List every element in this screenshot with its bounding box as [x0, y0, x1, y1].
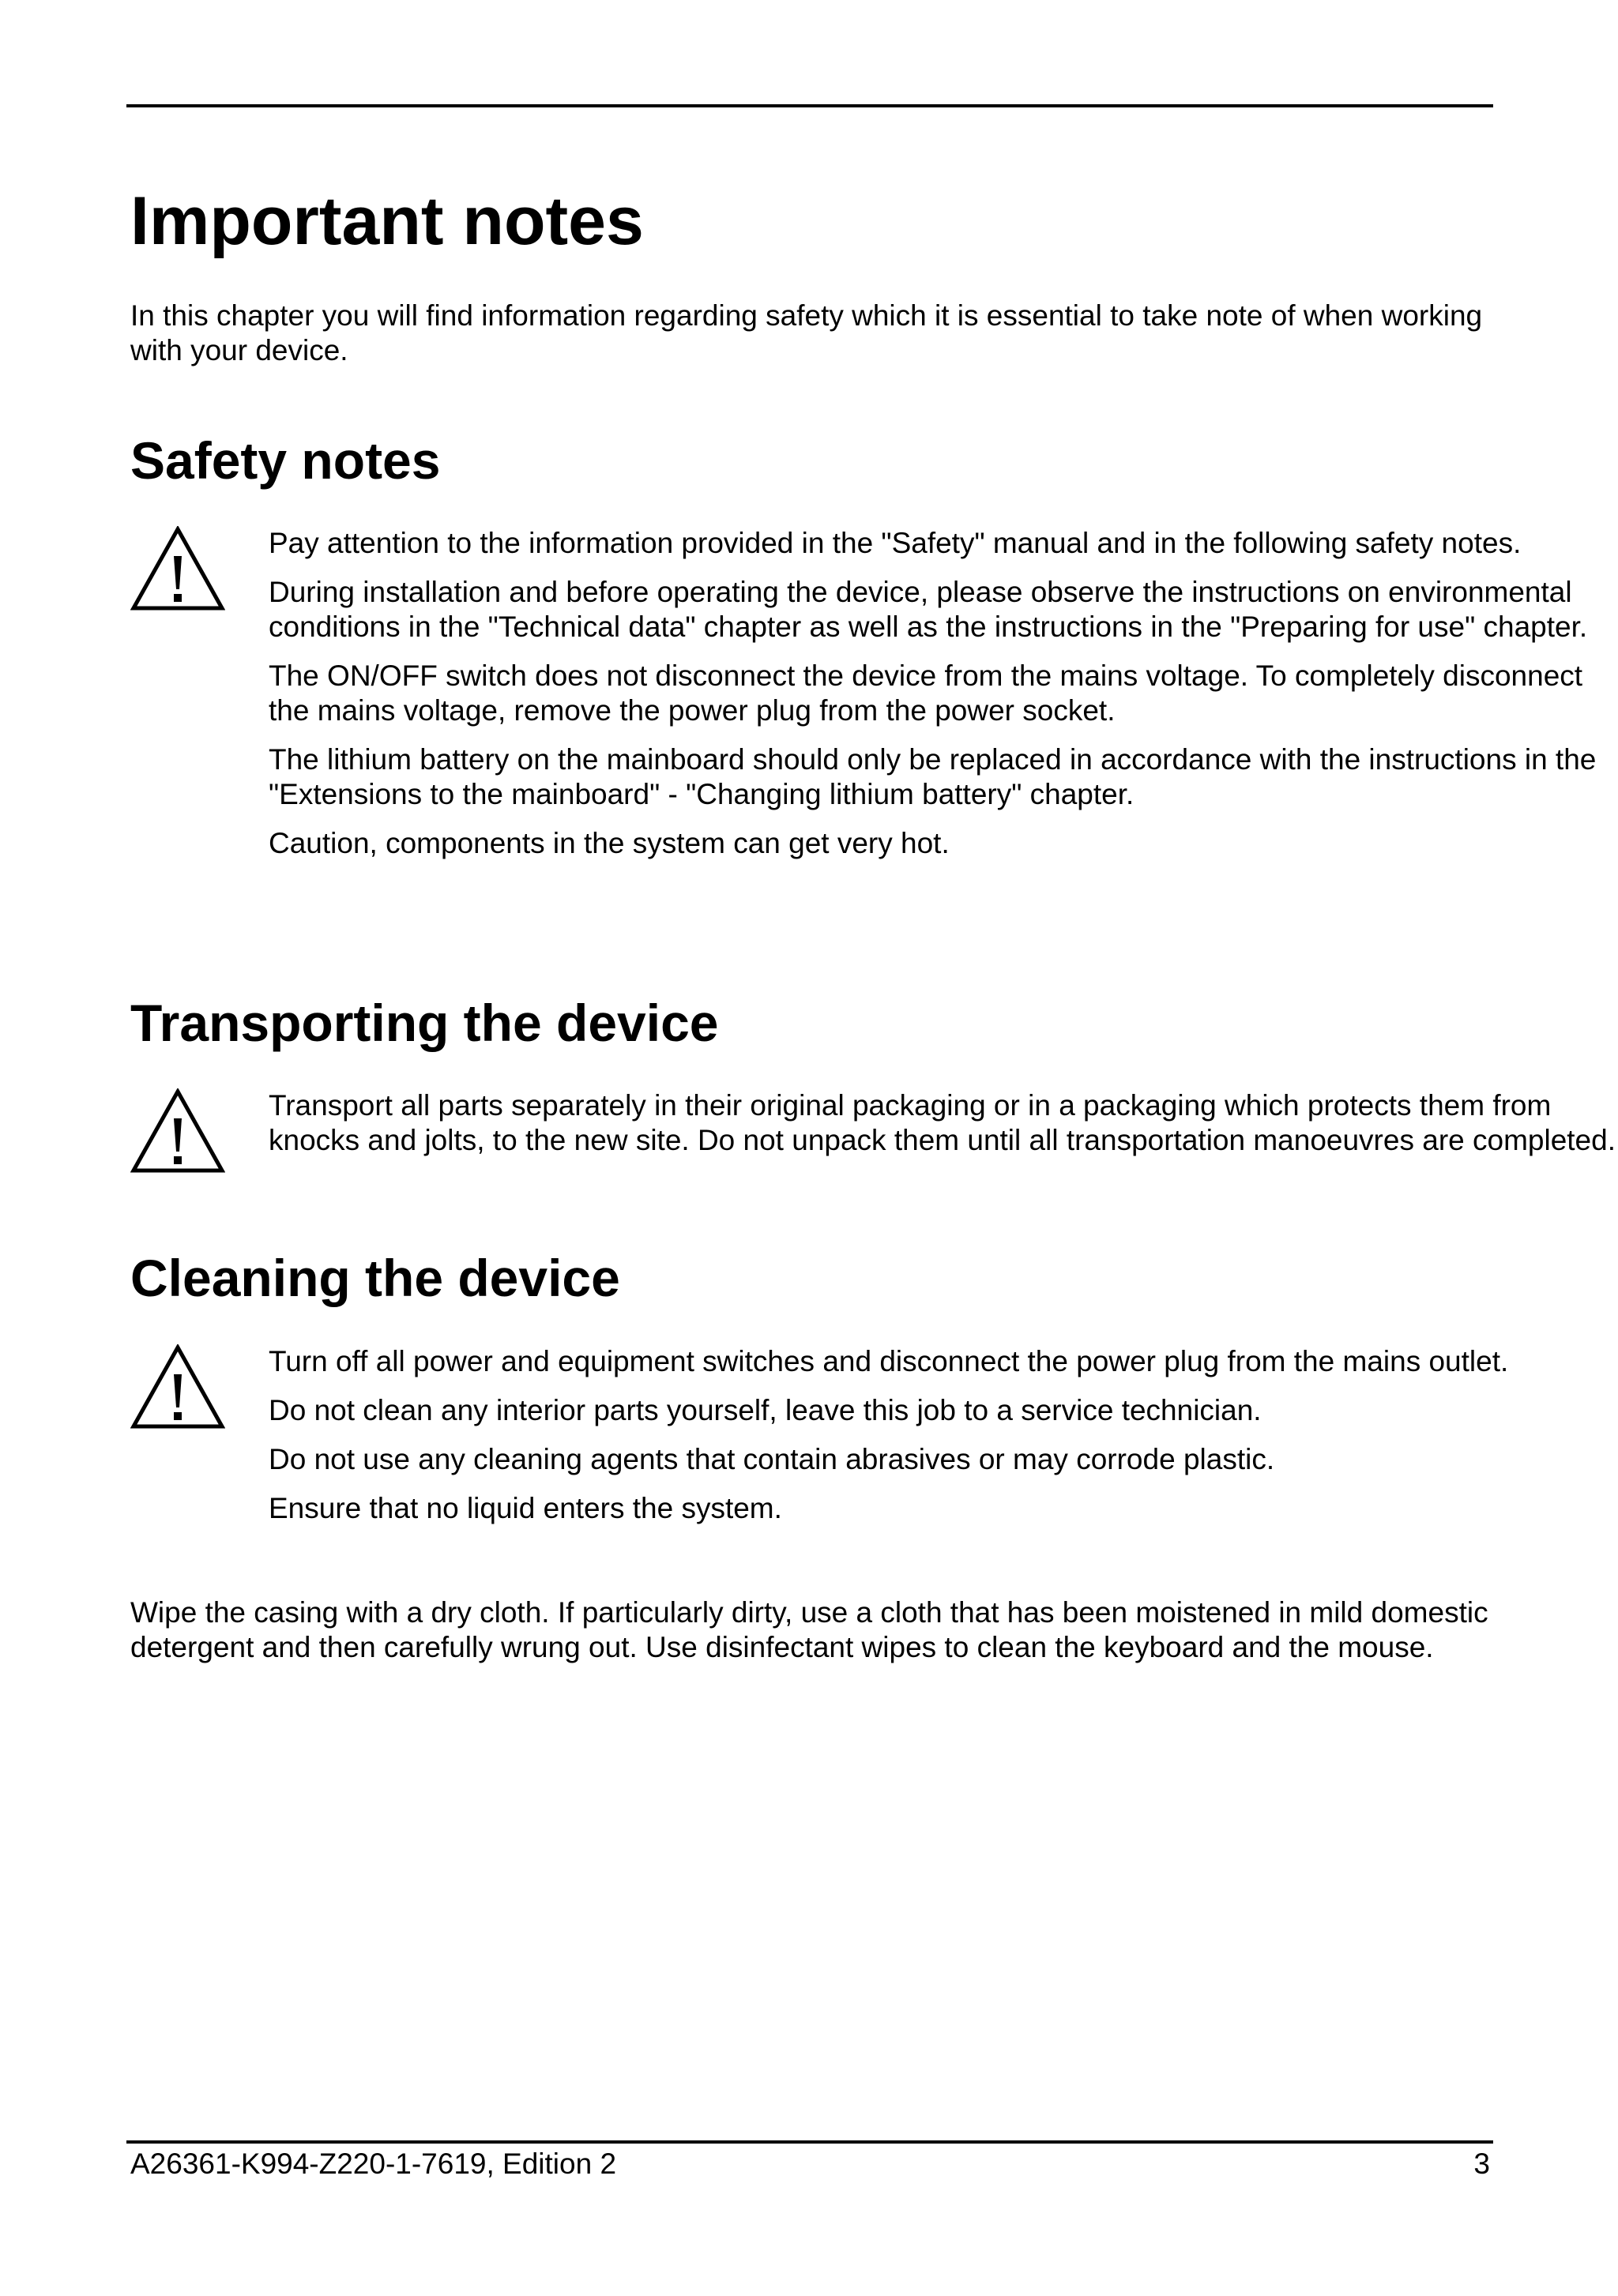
cleaning-note: Turn off all power and equipment switches and disconnect the power plug from the mains outlet. [269, 1345, 1509, 1377]
cleaning-notes-list [269, 1344, 1618, 1526]
chapter-title: Important notes [130, 183, 644, 259]
cleaning-closing-text: Wipe the casing with a dry cloth. If particularly dirty, use a cloth that has been moistened in mild domestic detergent and then carefully wrung out. Use disinfectant wipes to clean the keyboard and the mouse. [130, 1596, 1488, 1663]
cleaning-note: Do not clean any interior parts yourself, leave this job to a service technician. [269, 1394, 1262, 1426]
warning-triangle-icon [130, 526, 225, 611]
footer-rule [126, 2140, 1493, 2144]
safety-note: During installation and before operating the device, please observe the instructions on environmental conditions in the "Technical data" chapter as well as the instructions in the "Preparing for use" chapter. [269, 576, 1588, 643]
cleaning-note: Do not use any cleaning agents that contain abrasives or may corrode plastic. [269, 1443, 1275, 1475]
warning-triangle-icon [130, 1344, 225, 1430]
cleaning-closing [130, 1595, 1493, 1665]
page-number: 3 [1473, 2148, 1490, 2180]
safety-note: The lithium battery on the mainboard should only be replaced in accordance with the instructions in the "Extensions to the mainboard" - "Changing lithium battery" chapter. [269, 743, 1597, 810]
header-rule [126, 104, 1493, 107]
cleaning-note: Ensure that no liquid enters the system. [269, 1492, 782, 1524]
safety-note: Caution, components in the system can get very hot. [269, 827, 950, 859]
safety-note: The ON/OFF switch does not disconnect the device from the mains voltage. To completely disconnect the mains voltage, remove the power plug from the power socket. [269, 659, 1583, 727]
transport-notes-list [269, 1088, 1618, 1158]
transport-note: Transport all parts separately in their original packaging or in a packaging which protects them from knocks and jolts, to the new site. Do not unpack them until all transportation manoeuvres are completed. [269, 1089, 1616, 1156]
chapter-intro [130, 299, 1493, 368]
safety-heading: Safety notes [130, 431, 441, 490]
warning-triangle-icon [130, 1088, 225, 1174]
safety-notes-list [269, 526, 1618, 861]
cleaning-heading: Cleaning the device [130, 1249, 620, 1307]
intro-text: In this chapter you will find information regarding safety which it is essential to take note of when working with your device. [130, 299, 1483, 366]
safety-note: Pay attention to the information provided in the "Safety" manual and in the following safety notes. [269, 527, 1522, 559]
transport-heading: Transporting the device [130, 994, 719, 1052]
footer-doc-id: A26361-K994-Z220-1-7619, Edition 2 [130, 2148, 617, 2180]
